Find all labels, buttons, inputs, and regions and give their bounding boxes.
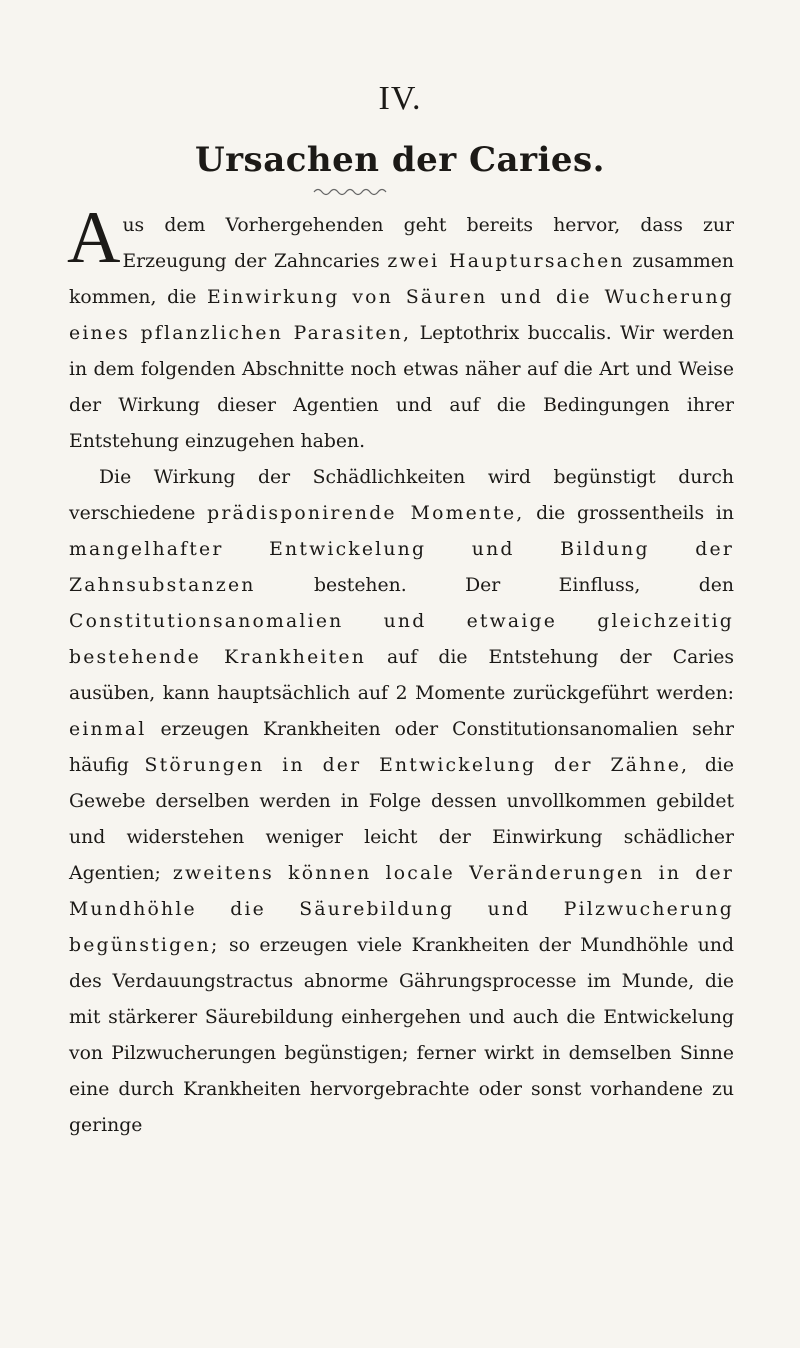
body-text — [67, 197, 735, 1144]
emphasized-text: zweitens können locale Veränderungen in der Mundhöhle die Säurebildung und Pilzwucherung begünstigen; — [69, 863, 734, 956]
chapter-number: IV. — [378, 80, 422, 117]
emphasized-text: zwei Hauptursachen — [387, 251, 625, 272]
text-segment: zusammen kommen, die — [69, 251, 734, 308]
drop-cap: A — [67, 197, 121, 279]
text-segment: Leptothrix buccalis. Wir werden in dem folgenden Abschnitte noch etwas näher auf die Art und Weise der Wirkung dieser Agentien und auf die Bedingungen ihrer Entstehung einzugehen haben. — [69, 323, 734, 452]
text-segment: Die Wirkung der Schädlichkeiten wird begünstigt durch verschiedene — [69, 467, 734, 524]
emphasized-text: Störungen in der Entwickelung der Zähne, — [144, 755, 690, 776]
text-segment: so erzeugen viele Krankheiten der Mundhöhle und des Verdauungstractus abnorme Gährungsprocesse im Munde, die mit stärkerer Säurebildung einhergehen und auch die Entwickelung von Pilzwucherungen begünstigen; ferner wirkt in demselben Sinne eine durch Krankheiten hervorgebrachte oder sonst vorhandene zu geringe — [69, 935, 734, 1136]
text-segment: us dem Vorhergehenden geht bereits hervor, dass zur Erzeugung der Zahncaries — [122, 215, 734, 272]
emphasized-text: einmal — [69, 719, 147, 740]
emphasized-text: Constitutionsanomalien und etwaige gleichzeitig bestehende Krankheiten — [69, 611, 734, 668]
text-segment: die grossentheils in — [524, 503, 734, 524]
chapter-title: Ursachen der Caries. — [194, 140, 606, 180]
emphasized-text: prädisponirende Momente, — [207, 503, 525, 524]
text-segment: bestehen. Der Einfluss, den — [255, 575, 734, 596]
text-segment: auf die Entstehung der Caries ausüben, kann hauptsächlich auf 2 Momente zurückgeführt werden: — [69, 647, 735, 704]
paragraph — [69, 460, 734, 1144]
wavy-ornament-icon — [312, 186, 392, 198]
emphasized-text: Einwirkung von Säuren und die Wucherung eines pflanzlichen Parasiten, — [69, 287, 734, 344]
text-segment: erzeugen Krankheiten oder Constitutionsanomalien sehr häufig — [69, 719, 734, 776]
text-segment: die Gewebe derselben werden in Folge dessen unvollkommen gebildet und widerstehen weniger leicht der Einwirkung schädlicher Agentien; — [69, 755, 734, 884]
paragraph — [67, 197, 734, 460]
emphasized-text: mangelhafter Entwickelung und Bildung der Zahnsubstanzen — [69, 539, 734, 596]
